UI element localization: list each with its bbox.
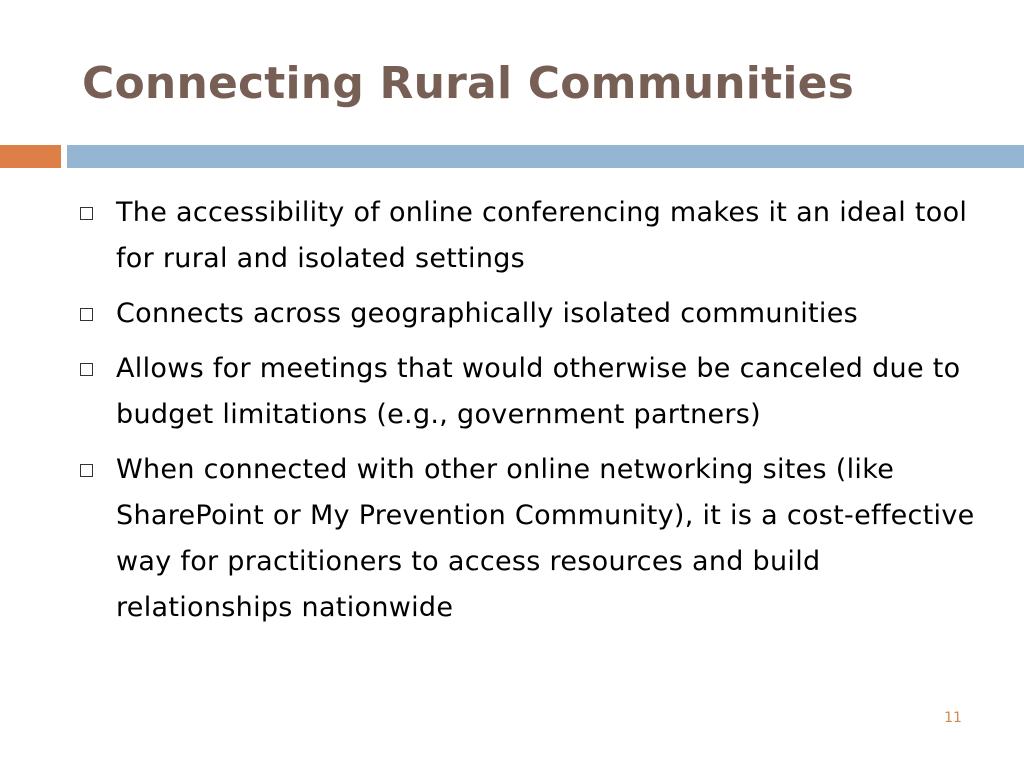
accent-bar-blue xyxy=(67,145,1024,168)
accent-bar-orange xyxy=(0,145,61,168)
page-number: 11 xyxy=(944,710,962,726)
bullet-item xyxy=(80,346,980,438)
bullet-text: Allows for meetings that would otherwise be canceled due to budget limitations (e.g., government partners) xyxy=(116,353,961,430)
bullet-list xyxy=(80,190,980,640)
square-bullet-icon xyxy=(80,207,93,220)
square-bullet-icon xyxy=(80,363,93,376)
square-bullet-icon xyxy=(80,464,93,477)
square-bullet-icon xyxy=(80,308,93,321)
slide-title: Connecting Rural Communities xyxy=(82,58,855,109)
bullet-item xyxy=(80,447,980,631)
bullet-item xyxy=(80,291,980,337)
bullet-text: Connects across geographically isolated communities xyxy=(116,298,858,329)
bullet-text: When connected with other online networking sites (like SharePoint or My Prevention Community), it is a cost-effective way for practitioners to access resources and build relationships nationwide xyxy=(116,454,975,623)
bullet-text: The accessibility of online conferencing makes it an ideal tool for rural and isolated settings xyxy=(116,197,968,274)
bullet-item xyxy=(80,190,980,282)
